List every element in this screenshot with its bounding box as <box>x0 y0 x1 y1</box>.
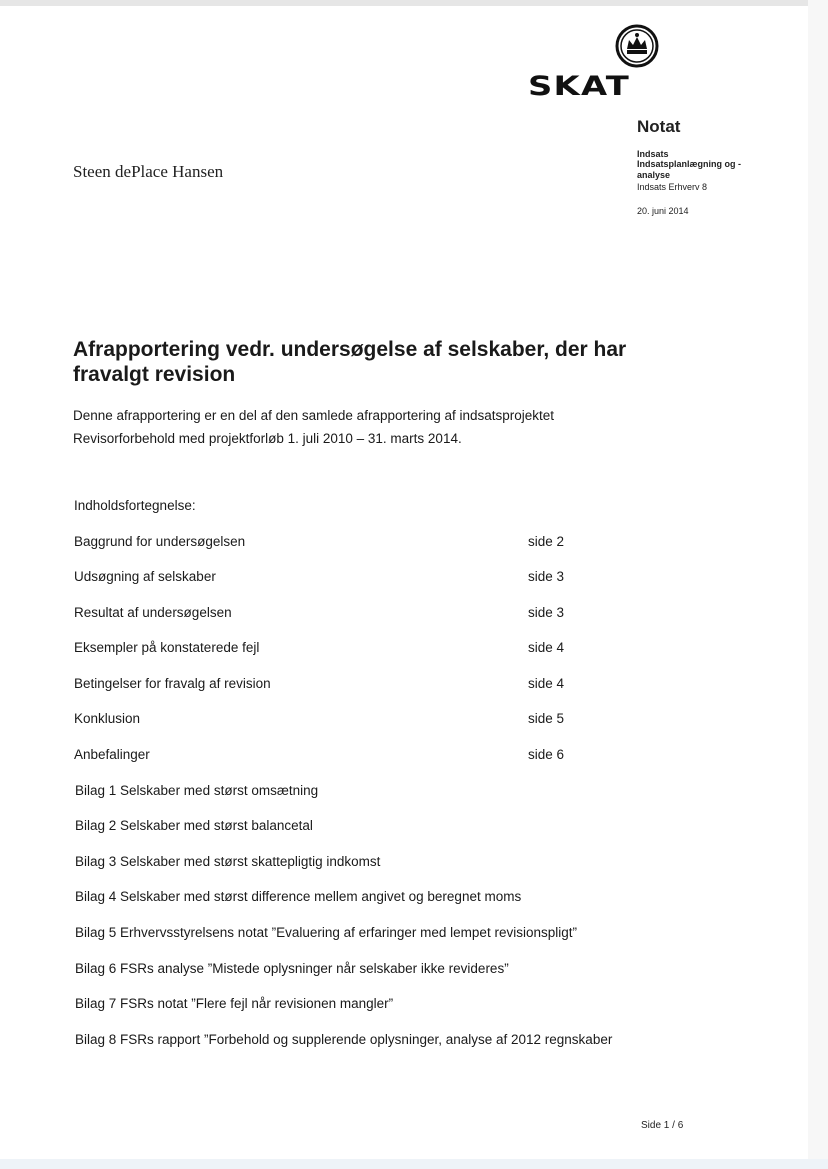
crown-emblem-icon <box>613 22 661 75</box>
toc-entry-label: Resultat af undersøgelsen <box>74 605 232 620</box>
toc-entry-page: side 5 <box>528 711 565 726</box>
toc-appendix: Bilag 1 Selskaber med størst omsætning <box>75 783 319 798</box>
toc-entry-label: Konklusion <box>74 711 141 726</box>
toc-appendix: Bilag 4 Selskaber med størst difference mellem angivet og beregnet moms <box>75 889 522 904</box>
toc-entry-page: side 3 <box>528 569 565 584</box>
toc-entry-page: side 4 <box>528 640 565 655</box>
toc-appendix: Bilag 6 FSRs analyse ”Mistede oplysninger når selskaber ikke revideres” <box>75 961 509 976</box>
document-title: Afrapportering vedr. undersøgelse af selskaber, der har fravalgt revision <box>73 338 627 386</box>
toc-entry-label: Baggrund for undersøgelsen <box>74 534 246 549</box>
unit-name: Indsats Erhverv 8 <box>637 182 708 192</box>
toc-appendix: Bilag 7 FSRs notat ”Flere fejl når revisionen mangler” <box>75 996 394 1011</box>
department-line-1: Indsats <box>637 149 669 159</box>
toc-entry-page: side 2 <box>528 534 565 549</box>
toc-appendix: Bilag 2 Selskaber med størst balancetal <box>75 818 313 833</box>
toc-entry-page: side 4 <box>528 676 565 691</box>
intro-paragraph: Denne afrapportering er en del af den samlede afrapportering af indsatsprojektet Revisorforbehold med projektforløb 1. juli 2010 – 31. marts 2014. <box>73 408 555 446</box>
document-date: 20. juni 2014 <box>637 206 689 216</box>
scan-top-edge <box>0 0 828 6</box>
toc-appendix: Bilag 5 Erhvervsstyrelsens notat ”Evaluering af erfaringer med lempet revisionspligt” <box>75 925 577 940</box>
toc-entry-label: Eksempler på konstaterede fejl <box>74 640 260 655</box>
skat-wordmark: SKAT <box>528 71 630 102</box>
scan-bottom-edge <box>0 1159 828 1169</box>
toc-entry-page: side 6 <box>528 747 565 762</box>
page-indicator: Side 1 / 6 <box>641 1120 684 1131</box>
toc-appendix: Bilag 8 FSRs rapport ”Forbehold og supplerende oplysninger, analyse af 2012 regnskaber <box>75 1032 613 1047</box>
toc-entry-label: Betingelser for fravalg af revision <box>74 676 271 691</box>
toc-entry-label: Anbefalinger <box>74 747 150 762</box>
skat-logo <box>528 22 640 102</box>
department-line-2: Indsatsplanlægning og - <box>637 159 741 169</box>
department-line-3: analyse <box>637 170 671 180</box>
notat-title: Notat <box>637 117 681 136</box>
toc-entry-page: side 3 <box>528 605 565 620</box>
toc-heading: Indholdsfortegnelse: <box>74 498 196 513</box>
recipient-name: Steen dePlace Hansen <box>73 162 224 181</box>
toc-appendix: Bilag 3 Selskaber med størst skattepligtig indkomst <box>75 854 381 869</box>
scan-right-edge <box>808 0 828 1169</box>
toc-entry-label: Udsøgning af selskaber <box>74 569 216 584</box>
